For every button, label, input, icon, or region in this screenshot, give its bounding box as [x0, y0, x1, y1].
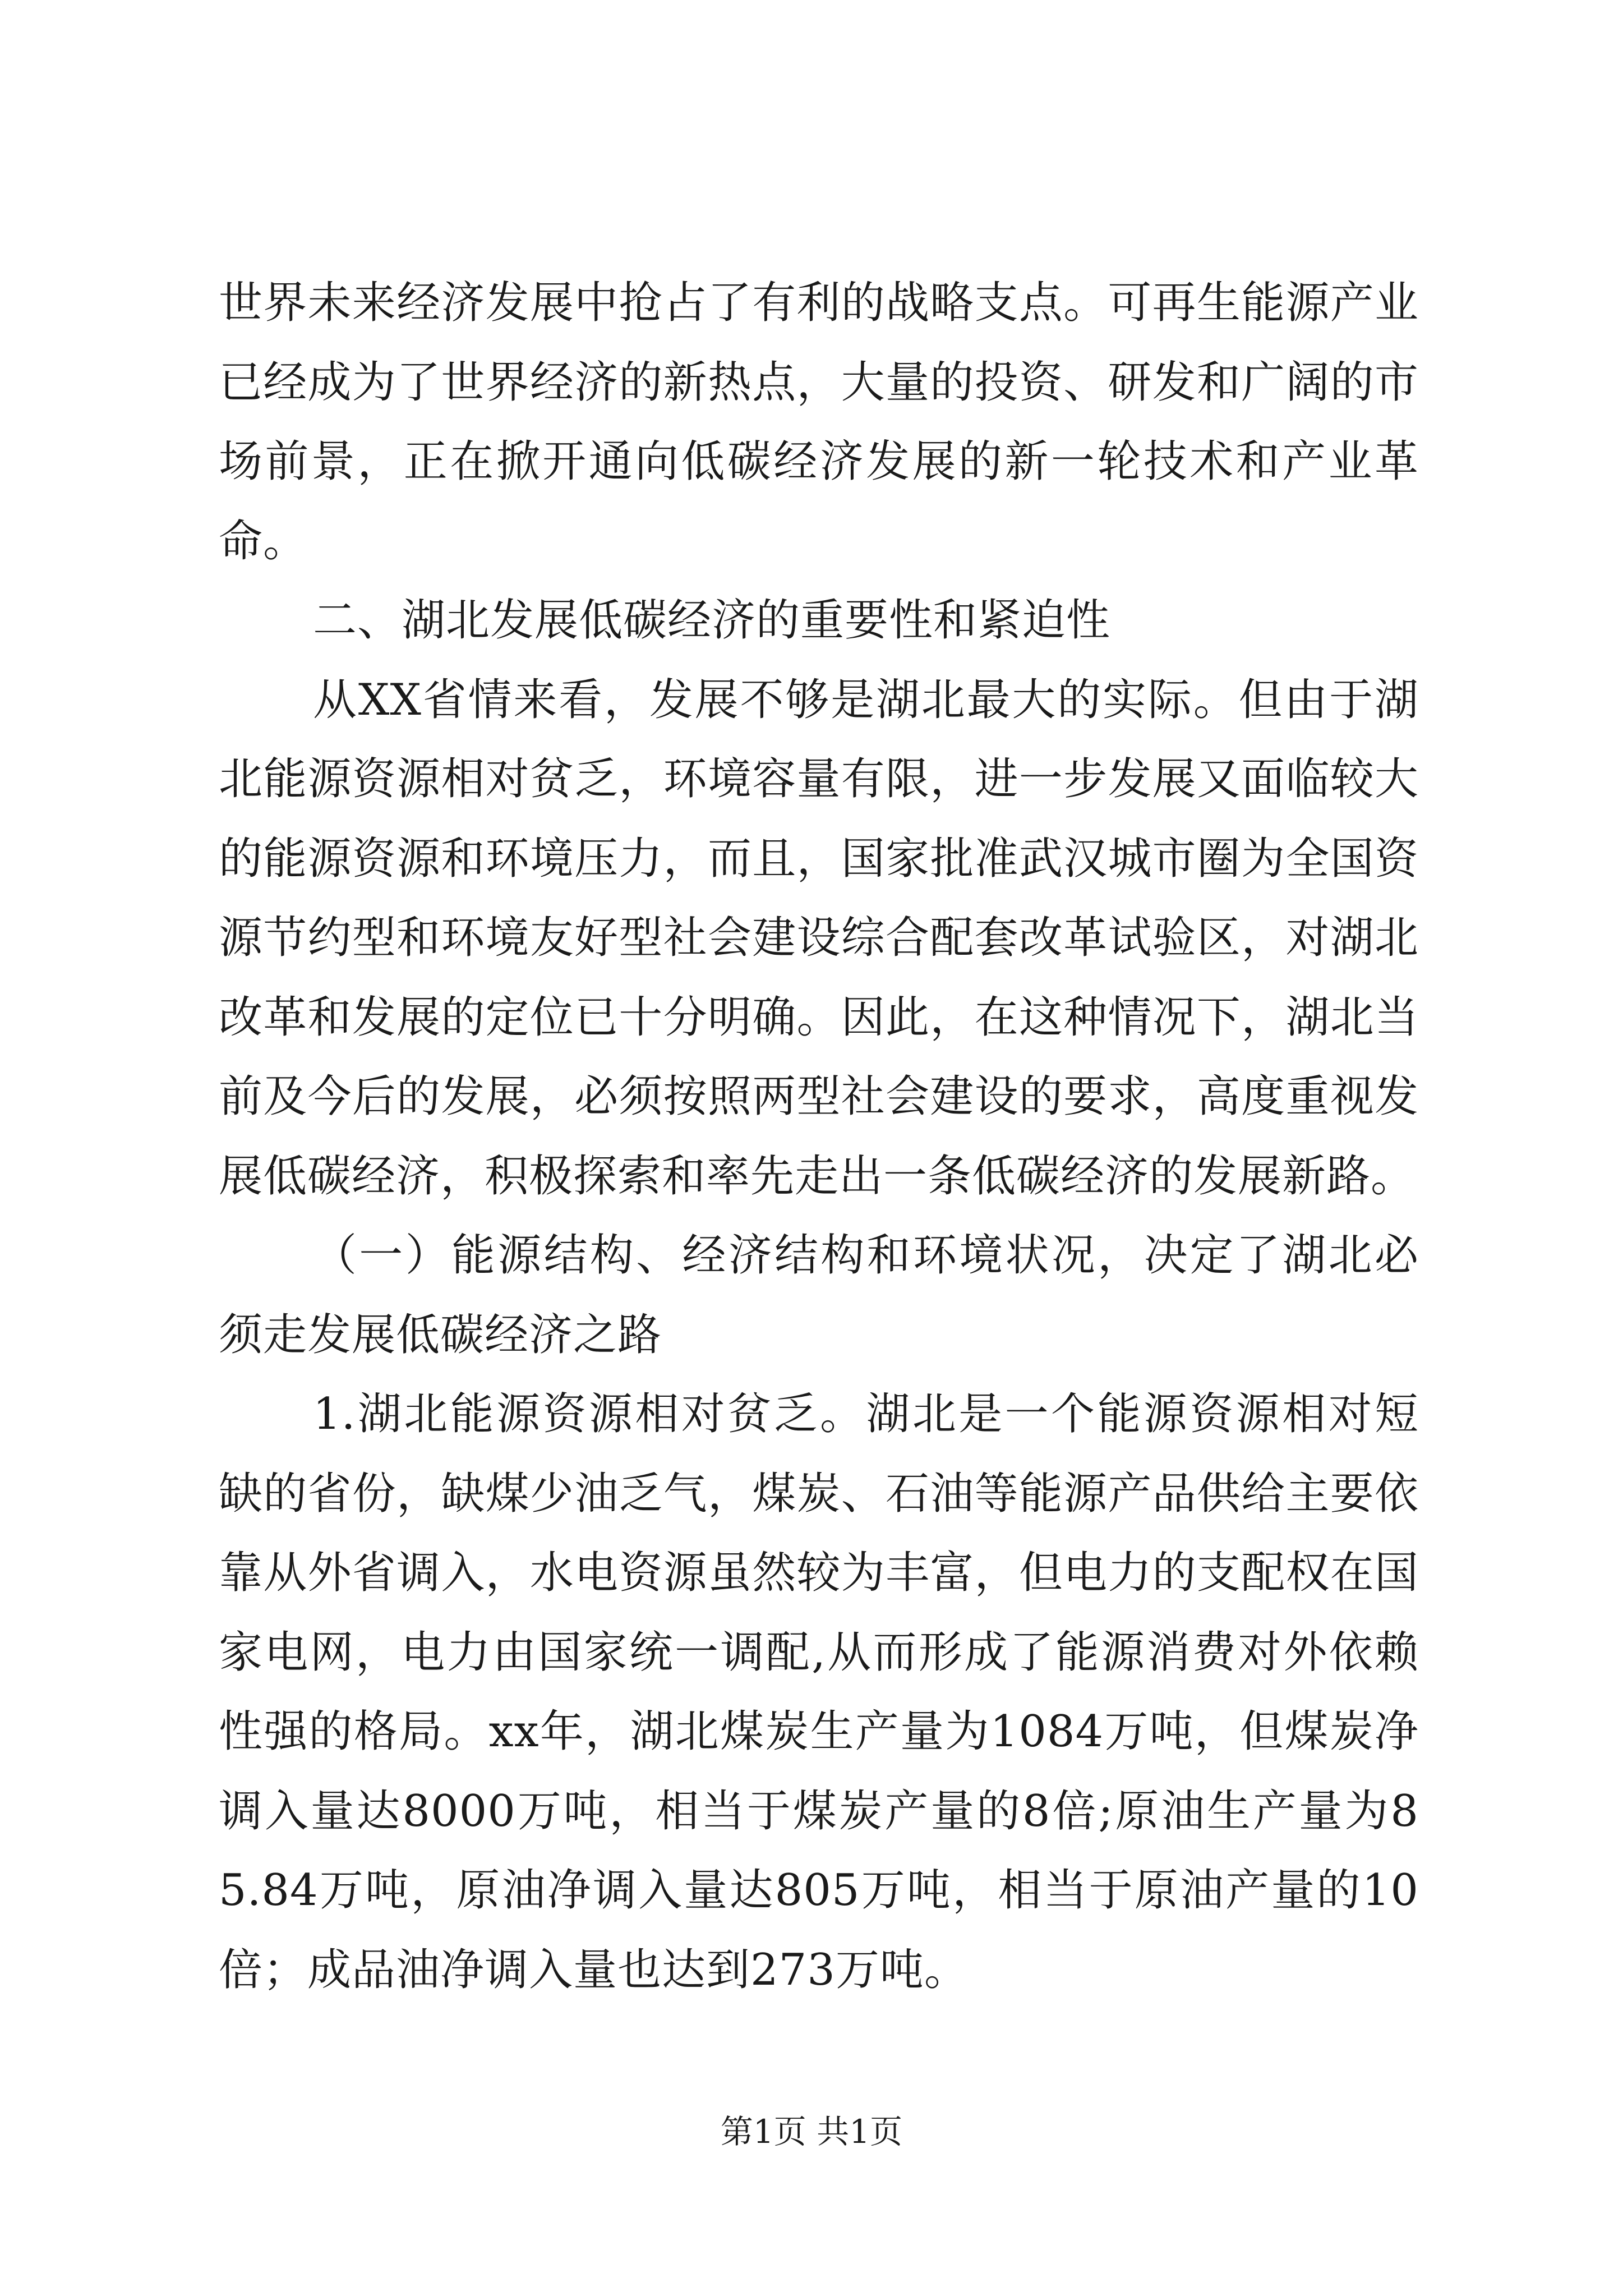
paragraph-3: 从XX省情来看，发展不够是湖北最大的实际。但由于湖北能源资源相对贫乏，环境容量有限，进一步发展又面临较大的能源资源和环境压力，而且，国家批准武汉城市圈为全国资源节约型和环境友好型社会建设综合配套改革试验区，对湖北改革和发展的定位已十分明确。因此，在这种情况下，湖北当前及今后的发展，必须按照两型社会建设的要求，高度重视发展低碳经济，积极探索和率先走出一条低碳经济的发展新路。 — [219, 674, 1419, 1202]
document-body — [219, 264, 1419, 2010]
paragraph-1: 世界未来经济发展中抢占了有利的战略支点。可再生能源产业已经成为了世界经济的新热点，大量的投资、研发和广阔的市场前景，正在掀开通向低碳经济发展的新一轮技术和产业革命。 — [219, 278, 1419, 567]
section-heading-2: 二、湖北发展低碳经济的重要性和紧迫性 — [313, 595, 1111, 646]
subsection-heading-1: （一）能源结构、经济结构和环境状况，决定了湖北必须走发展低碳经济之路 — [219, 1230, 1419, 1360]
paragraph-5: 1.湖北能源资源相对贫乏。湖北是一个能源资源相对短缺的省份，缺煤少油乏气，煤炭、石油等能源产品供给主要依靠从外省调入，水电资源虽然较为丰富，但电力的支配权在国家电网，电力由国家统一调配,从而形成了能源消费对外依赖性强的格局。xx年，湖北煤炭生产量为1084万吨，但煤炭净调入量达8000万吨，相当于煤炭产量的8倍;原油生产量为85.84万吨，原油净调入量达805万吨，相当于原油产量的10倍；成品油净调入量也达到273万吨。 — [219, 1389, 1419, 1995]
page-footer: 第1页 共1页 — [720, 2113, 903, 2151]
